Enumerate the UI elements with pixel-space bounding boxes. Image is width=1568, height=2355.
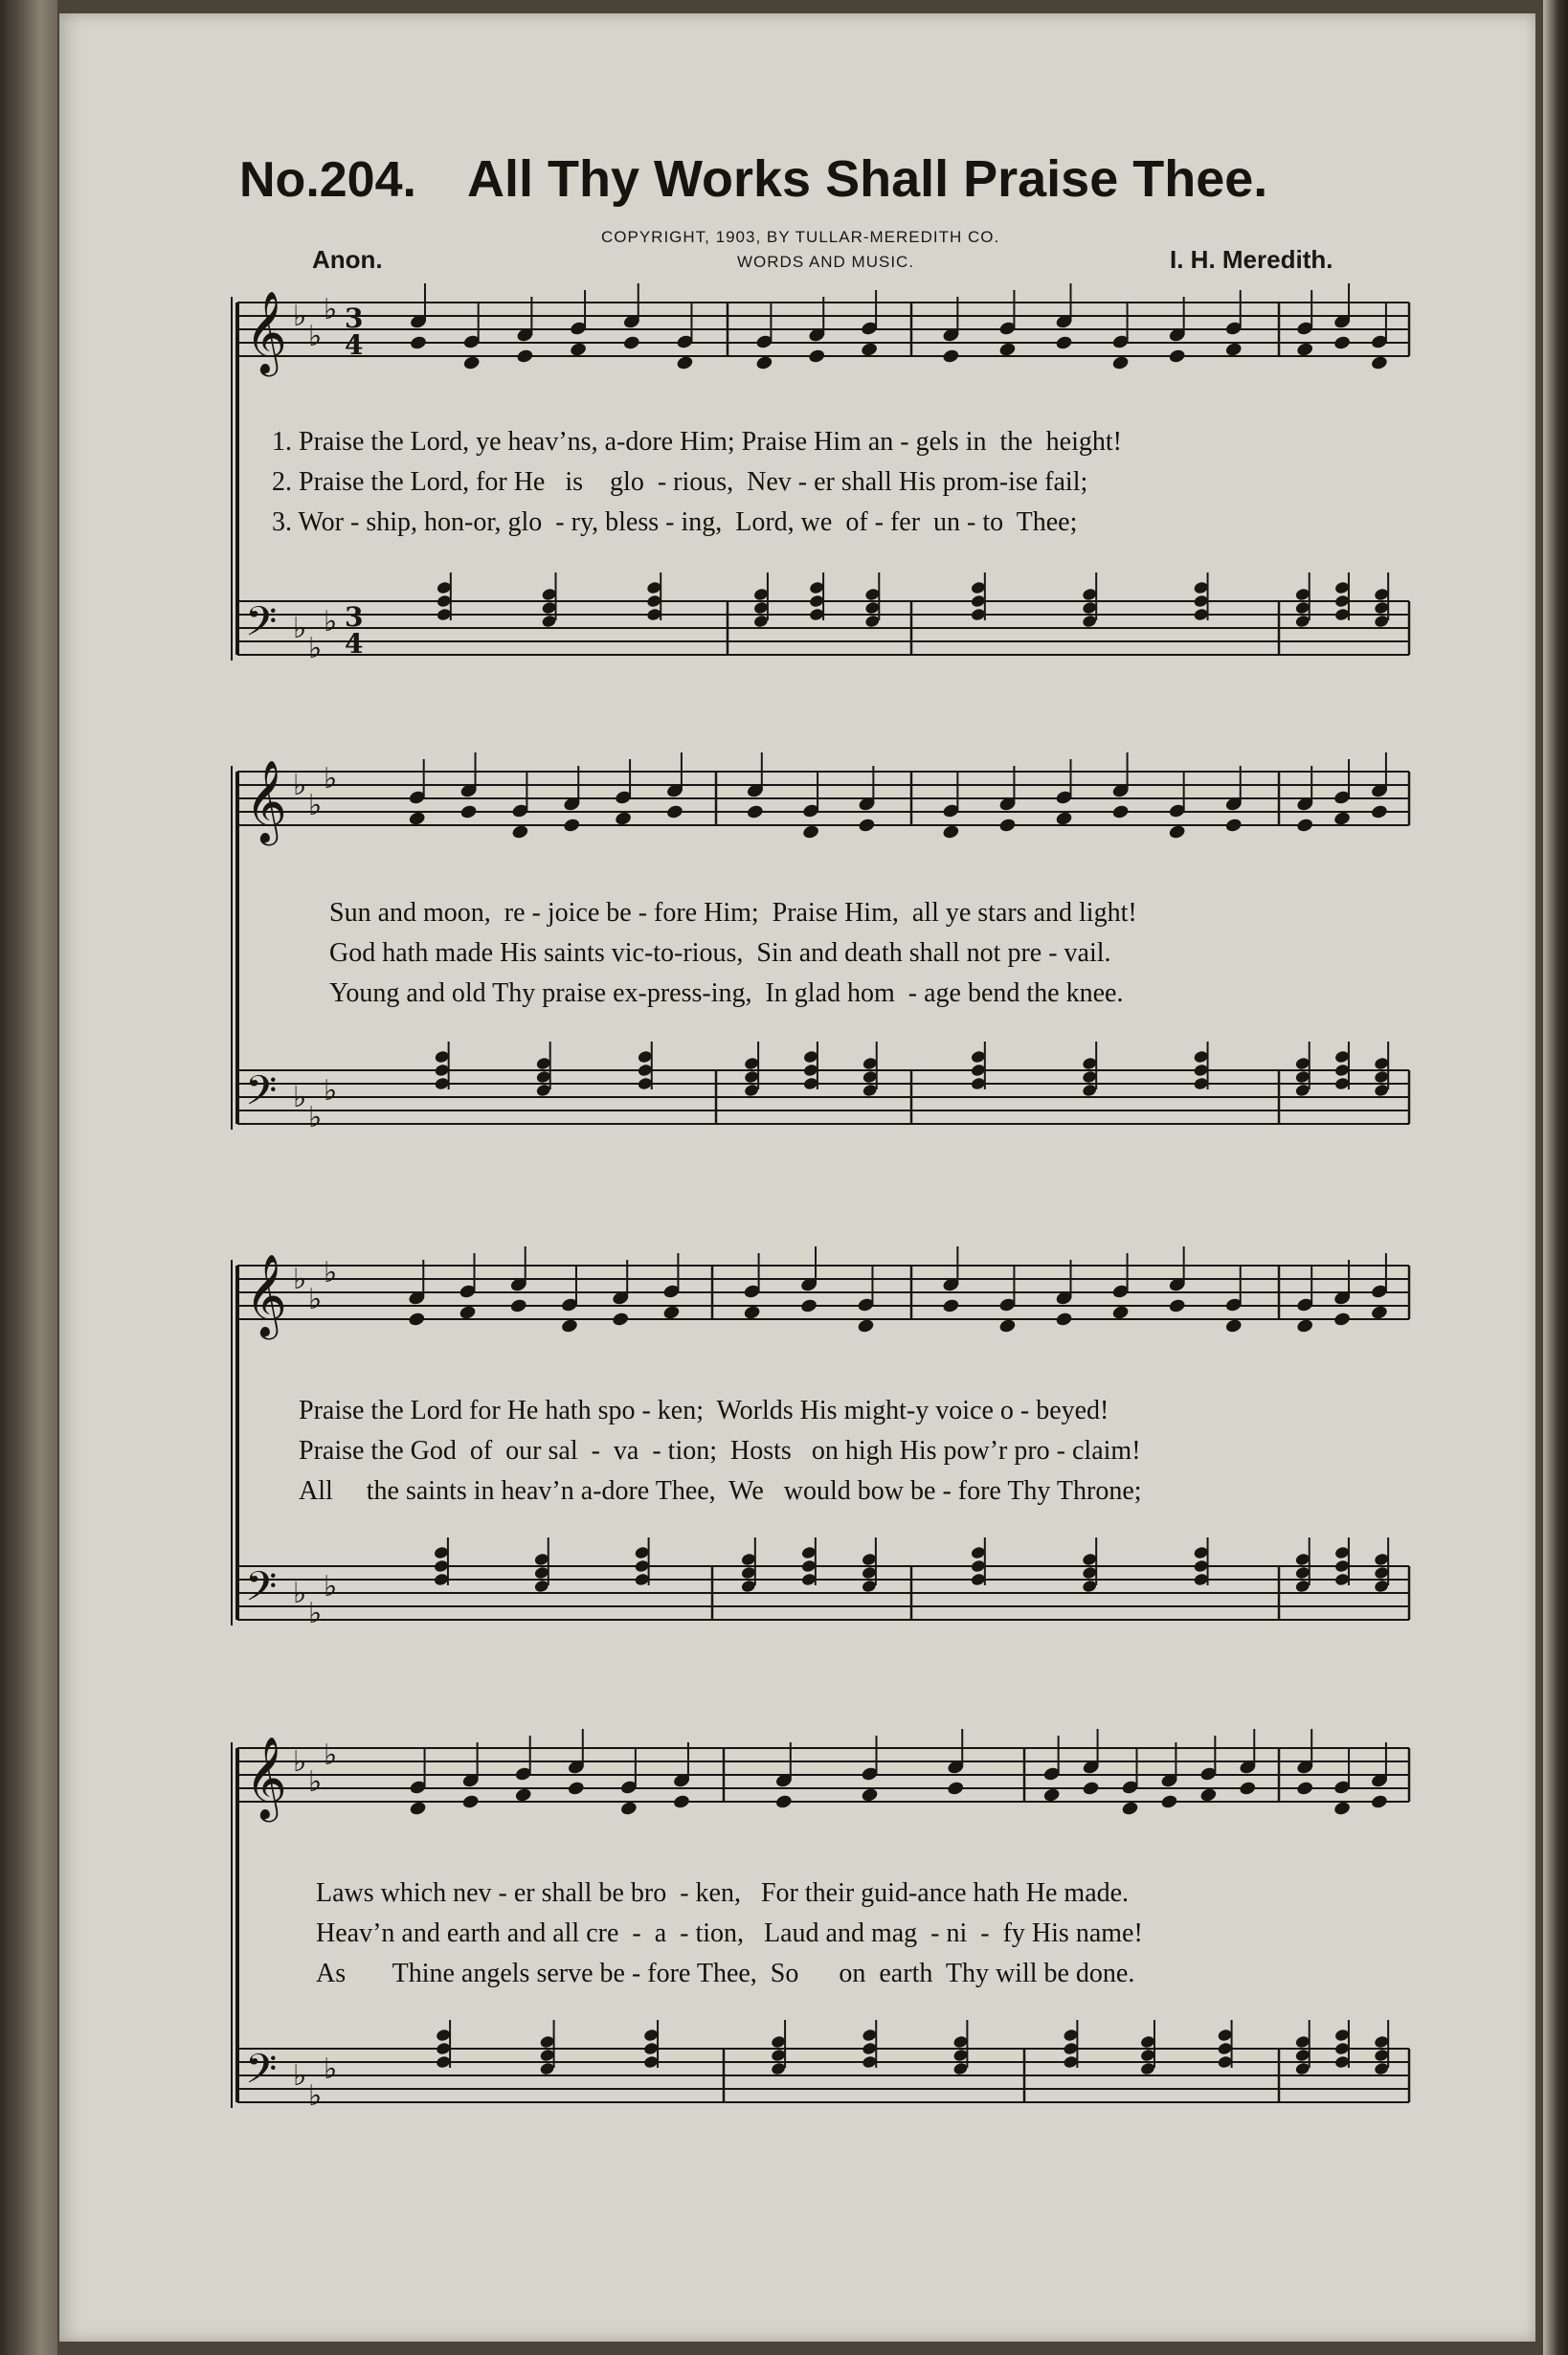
note-head (740, 1552, 756, 1566)
lyric-line: 3. Wor - ship, hon-or, glo - ry, bless - ing, Lord, we of - fer un - to Thee; (272, 507, 1078, 537)
note-head (1082, 1069, 1098, 1084)
note-head (1082, 614, 1098, 628)
note-head (1374, 1579, 1390, 1593)
note-head (744, 1056, 760, 1070)
note-head (560, 1318, 578, 1334)
note-head (1333, 1545, 1350, 1559)
note-head (1294, 1565, 1310, 1580)
note-head (662, 1305, 681, 1321)
note-head (1294, 1069, 1310, 1084)
note-head (942, 348, 960, 365)
flat-icon: ♭ (308, 2079, 323, 2113)
note-head (436, 2028, 452, 2042)
note-head (637, 1076, 653, 1090)
flat-icon: ♭ (293, 612, 307, 645)
note-head (541, 614, 557, 628)
treble-clef-icon: 𝄞 (245, 291, 287, 373)
note-head (1333, 580, 1350, 594)
note-head (1294, 1056, 1310, 1070)
note-head (1121, 1801, 1139, 1817)
note-head (998, 818, 1017, 834)
note-head (1333, 1312, 1351, 1328)
note-head (752, 587, 769, 601)
note-head (970, 1076, 986, 1090)
note-head (800, 1572, 817, 1586)
note-head (569, 342, 587, 358)
note-head (1055, 1312, 1073, 1328)
note-head (436, 607, 452, 621)
note-head (1374, 1056, 1390, 1070)
note-head (861, 1552, 877, 1566)
note-head (434, 1049, 450, 1064)
note-head (1193, 580, 1209, 594)
note-head (1193, 1545, 1209, 1559)
note-head (864, 614, 881, 628)
note-head (409, 335, 427, 351)
note-head (970, 580, 986, 594)
note-head (1374, 1552, 1390, 1566)
note-head (1199, 1787, 1218, 1804)
note-head (1294, 1083, 1310, 1097)
note-head (461, 1794, 480, 1810)
note-head (1063, 2028, 1079, 2042)
flat-icon: ♭ (324, 1738, 338, 1772)
note-head (1168, 1298, 1186, 1314)
flat-icon: ♭ (308, 789, 323, 822)
flat-icon: ♭ (308, 1283, 323, 1316)
note-head (1042, 1787, 1061, 1804)
note-head (864, 600, 881, 615)
note-head (858, 818, 876, 834)
note-head (1370, 1305, 1388, 1321)
note-head (744, 1069, 760, 1084)
note-head (1224, 1318, 1243, 1334)
lyric-line: Praise the God of our sal - va - tion; Hosts on high His pow’r pro - claim! (299, 1436, 1141, 1466)
note-head (1296, 342, 1314, 358)
note-head (637, 1049, 653, 1064)
flat-icon: ♭ (324, 293, 338, 326)
note-head (1193, 594, 1209, 608)
note-head (1333, 2054, 1350, 2069)
note-head (433, 1559, 449, 1573)
note-head (1374, 1565, 1390, 1580)
note-head (862, 1056, 878, 1070)
note-head (1082, 1056, 1098, 1070)
note-head (436, 594, 452, 608)
note-head (862, 1083, 878, 1097)
note-head (802, 1063, 818, 1077)
copyright-line-1: COPYRIGHT, 1903, BY TULLAR-MEREDITH CO. (601, 228, 1000, 246)
note-head (615, 811, 633, 827)
note-head (998, 1318, 1017, 1334)
note-head (1294, 2061, 1310, 2075)
note-head (1294, 600, 1310, 615)
note-head (433, 1545, 449, 1559)
note-head (1082, 1565, 1098, 1580)
note-head (1217, 2028, 1233, 2042)
time-signature-bottom: 4 (345, 329, 364, 361)
note-head (861, 342, 879, 358)
lyric-line: All the saints in heav’n a-dore Thee, We would bow be - fore Thy Throne; (299, 1476, 1142, 1506)
note-head (1374, 600, 1390, 615)
note-head (1333, 607, 1350, 621)
note-head (434, 1076, 450, 1090)
note-head (533, 1579, 549, 1593)
note-head (1370, 804, 1388, 820)
note-head (1333, 1559, 1350, 1573)
note-head (643, 2028, 660, 2042)
note-head (1193, 1049, 1209, 1064)
note-head (1111, 1305, 1130, 1321)
lyric-line: Young and old Thy praise ex-press-ing, In glad hom - age bend the knee. (329, 978, 1124, 1008)
note-head (800, 1545, 817, 1559)
note-head (947, 1781, 965, 1797)
note-head (970, 1545, 986, 1559)
flat-icon: ♭ (293, 1263, 307, 1296)
note-head (1140, 2034, 1156, 2049)
note-head (514, 1787, 532, 1804)
note-head (408, 811, 426, 827)
note-head (752, 614, 769, 628)
note-head (952, 2048, 969, 2062)
note-head (1374, 2034, 1390, 2049)
flat-icon: ♭ (324, 762, 338, 796)
note-head (567, 1781, 585, 1797)
note-head (646, 580, 662, 594)
copyright-line-2: WORDS AND MUSIC. (737, 253, 915, 271)
note-head (942, 1298, 960, 1314)
note-head (864, 587, 881, 601)
note-head (1082, 1552, 1098, 1566)
bass-clef-icon: 𝄢 (245, 1067, 278, 1125)
music-composer: I. H. Meredith. (1170, 245, 1333, 274)
flat-icon: ♭ (324, 2052, 338, 2086)
flat-icon: ♭ (308, 632, 323, 665)
note-head (462, 355, 481, 371)
note-head (752, 600, 769, 615)
note-head (436, 580, 452, 594)
note-head (1374, 587, 1390, 601)
note-head (942, 824, 960, 841)
note-head (743, 1305, 761, 1321)
note-head (808, 348, 826, 365)
note-head (535, 1069, 551, 1084)
note-head (516, 348, 534, 365)
note-head (970, 1559, 986, 1573)
note-head (755, 355, 773, 371)
flat-icon: ♭ (293, 769, 307, 802)
note-head (1063, 2041, 1079, 2055)
time-signature-top: 3 (345, 601, 364, 633)
note-head (771, 2034, 787, 2049)
note-head (1374, 614, 1390, 628)
note-head (1296, 818, 1314, 834)
note-head (1370, 355, 1388, 371)
note-head (1333, 1801, 1351, 1817)
note-head (665, 804, 683, 820)
note-head (459, 1305, 477, 1321)
flat-icon: ♭ (308, 1101, 323, 1134)
note-head (740, 1565, 756, 1580)
note-head (634, 1572, 650, 1586)
note-head (643, 2041, 660, 2055)
note-head (511, 824, 529, 841)
note-head (970, 594, 986, 608)
note-head (802, 1049, 818, 1064)
note-head (533, 1552, 549, 1566)
note-head (970, 1063, 986, 1077)
note-head (1374, 2061, 1390, 2075)
note-head (622, 335, 640, 351)
note-head (634, 1559, 650, 1573)
bass-clef-icon: 𝄢 (245, 1563, 278, 1621)
note-head (1111, 355, 1130, 371)
note-head (1193, 607, 1209, 621)
note-head (861, 1565, 877, 1580)
note-head (1333, 2041, 1350, 2055)
note-head (1140, 2048, 1156, 2062)
lyric-line: Heav’n and earth and all cre - a - tion, Laud and mag - ni - fy His name! (316, 1918, 1143, 1948)
note-head (1082, 587, 1098, 601)
flat-icon: ♭ (293, 1745, 307, 1779)
note-head (1082, 600, 1098, 615)
note-head (1296, 1318, 1314, 1334)
note-head (862, 1069, 878, 1084)
note-head (1082, 1083, 1098, 1097)
flat-icon: ♭ (293, 1081, 307, 1114)
note-head (672, 1794, 690, 1810)
note-head (1333, 594, 1350, 608)
flat-icon: ♭ (324, 605, 338, 639)
note-head (1063, 2054, 1079, 2069)
note-head (433, 1572, 449, 1586)
note-head (539, 2048, 555, 2062)
note-head (970, 607, 986, 621)
note-head (970, 1049, 986, 1064)
note-head (535, 1083, 551, 1097)
time-signature-bottom: 4 (345, 628, 364, 660)
words-author: Anon. (312, 245, 383, 274)
note-head (408, 1312, 426, 1328)
hymn-number: No.204. (239, 152, 416, 208)
lyric-line: God hath made His saints vic-to-rious, Sin and death shall not pre - vail. (329, 938, 1111, 968)
lyric-line: 2. Praise the Lord, for He is glo - rious, Nev - er shall His prom-ise fail; (272, 467, 1088, 497)
flat-icon: ♭ (324, 1256, 338, 1290)
note-head (1217, 2041, 1233, 2055)
note-head (1224, 342, 1243, 358)
note-head (862, 2054, 878, 2069)
note-head (1374, 1083, 1390, 1097)
note-head (539, 2061, 555, 2075)
bass-clef-icon: 𝄢 (245, 598, 278, 656)
note-head (676, 355, 694, 371)
note-head (1294, 2048, 1310, 2062)
note-head (1082, 1781, 1100, 1797)
flat-icon: ♭ (308, 320, 323, 353)
note-head (436, 2054, 452, 2069)
note-head (509, 1298, 527, 1314)
flat-icon: ♭ (293, 2059, 307, 2093)
note-head (646, 594, 662, 608)
treble-clef-icon: 𝄞 (245, 1254, 287, 1336)
treble-clef-icon: 𝄞 (245, 760, 287, 842)
note-head (539, 2034, 555, 2049)
note-head (1224, 818, 1243, 834)
note-head (1193, 1076, 1209, 1090)
note-head (1296, 1781, 1314, 1797)
lyric-line: As Thine angels serve be - fore Thee, So on earth Thy will be done. (316, 1959, 1135, 1988)
note-head (809, 580, 825, 594)
note-head (1055, 811, 1073, 827)
note-head (436, 2041, 452, 2055)
note-head (1193, 1572, 1209, 1586)
flat-icon: ♭ (308, 1765, 323, 1799)
note-head (1168, 824, 1186, 841)
note-head (861, 1787, 879, 1804)
note-head (998, 342, 1017, 358)
note-head (1082, 1579, 1098, 1593)
note-head (774, 1794, 793, 1810)
note-head (1111, 804, 1130, 820)
flat-icon: ♭ (308, 1597, 323, 1630)
lyric-line: Laws which nev - er shall be bro - ken, For their guid-ance hath He made. (316, 1878, 1130, 1908)
note-head (612, 1312, 630, 1328)
note-head (1140, 2061, 1156, 2075)
note-head (1333, 335, 1351, 351)
note-head (533, 1565, 549, 1580)
note-head (619, 1801, 638, 1817)
note-head (1055, 335, 1073, 351)
note-head (637, 1063, 653, 1077)
note-head (563, 818, 581, 834)
treble-clef-icon: 𝄞 (245, 1737, 287, 1819)
note-head (1333, 811, 1351, 827)
note-head (952, 2034, 969, 2049)
note-head (862, 2041, 878, 2055)
note-head (1374, 2048, 1390, 2062)
note-head (970, 1572, 986, 1586)
note-head (1370, 1794, 1388, 1810)
time-signature-top: 3 (345, 303, 364, 334)
note-head (1168, 348, 1186, 365)
note-head (952, 2061, 969, 2075)
note-head (1294, 1579, 1310, 1593)
note-head (1333, 1049, 1350, 1064)
note-head (1333, 1076, 1350, 1090)
note-head (541, 600, 557, 615)
note-head (409, 1801, 427, 1817)
note-head (746, 804, 764, 820)
note-head (771, 2048, 787, 2062)
note-head (809, 607, 825, 621)
flat-icon: ♭ (324, 1074, 338, 1108)
note-head (802, 1076, 818, 1090)
note-head (1294, 614, 1310, 628)
note-head (1193, 1559, 1209, 1573)
note-head (1193, 1063, 1209, 1077)
lyric-line: 1. Praise the Lord, ye heav’ns, a-dore Him; Praise Him an - gels in the height! (272, 427, 1122, 457)
flat-icon: ♭ (324, 1570, 338, 1604)
note-head (1333, 2028, 1350, 2042)
note-head (800, 1559, 817, 1573)
note-head (434, 1063, 450, 1077)
lyric-line: Sun and moon, re - joice be - fore Him; Praise Him, all ye stars and light! (329, 898, 1137, 928)
note-head (799, 1298, 818, 1314)
note-head (634, 1545, 650, 1559)
lyric-line: Praise the Lord for He hath spo - ken; Worlds His might-y voice o - beyed! (299, 1396, 1109, 1425)
flat-icon: ♭ (293, 300, 307, 333)
note-head (1333, 1063, 1350, 1077)
note-head (1294, 2034, 1310, 2049)
note-head (802, 824, 820, 841)
note-head (1333, 1572, 1350, 1586)
note-head (740, 1579, 756, 1593)
note-head (809, 594, 825, 608)
hymn-title: All Thy Works Shall Praise Thee. (467, 150, 1268, 208)
note-head (1217, 2054, 1233, 2069)
note-head (861, 1579, 877, 1593)
note-head (857, 1318, 875, 1334)
note-head (1374, 1069, 1390, 1084)
note-head (771, 2061, 787, 2075)
note-head (646, 607, 662, 621)
note-head (541, 587, 557, 601)
flat-icon: ♭ (293, 1577, 307, 1610)
note-head (1294, 587, 1310, 601)
note-head (1239, 1781, 1257, 1797)
note-head (643, 2054, 660, 2069)
bass-clef-icon: 𝄢 (245, 2046, 278, 2103)
note-head (744, 1083, 760, 1097)
note-head (535, 1056, 551, 1070)
note-head (459, 804, 478, 820)
note-head (862, 2028, 878, 2042)
note-head (1160, 1794, 1178, 1810)
note-head (1294, 1552, 1310, 1566)
